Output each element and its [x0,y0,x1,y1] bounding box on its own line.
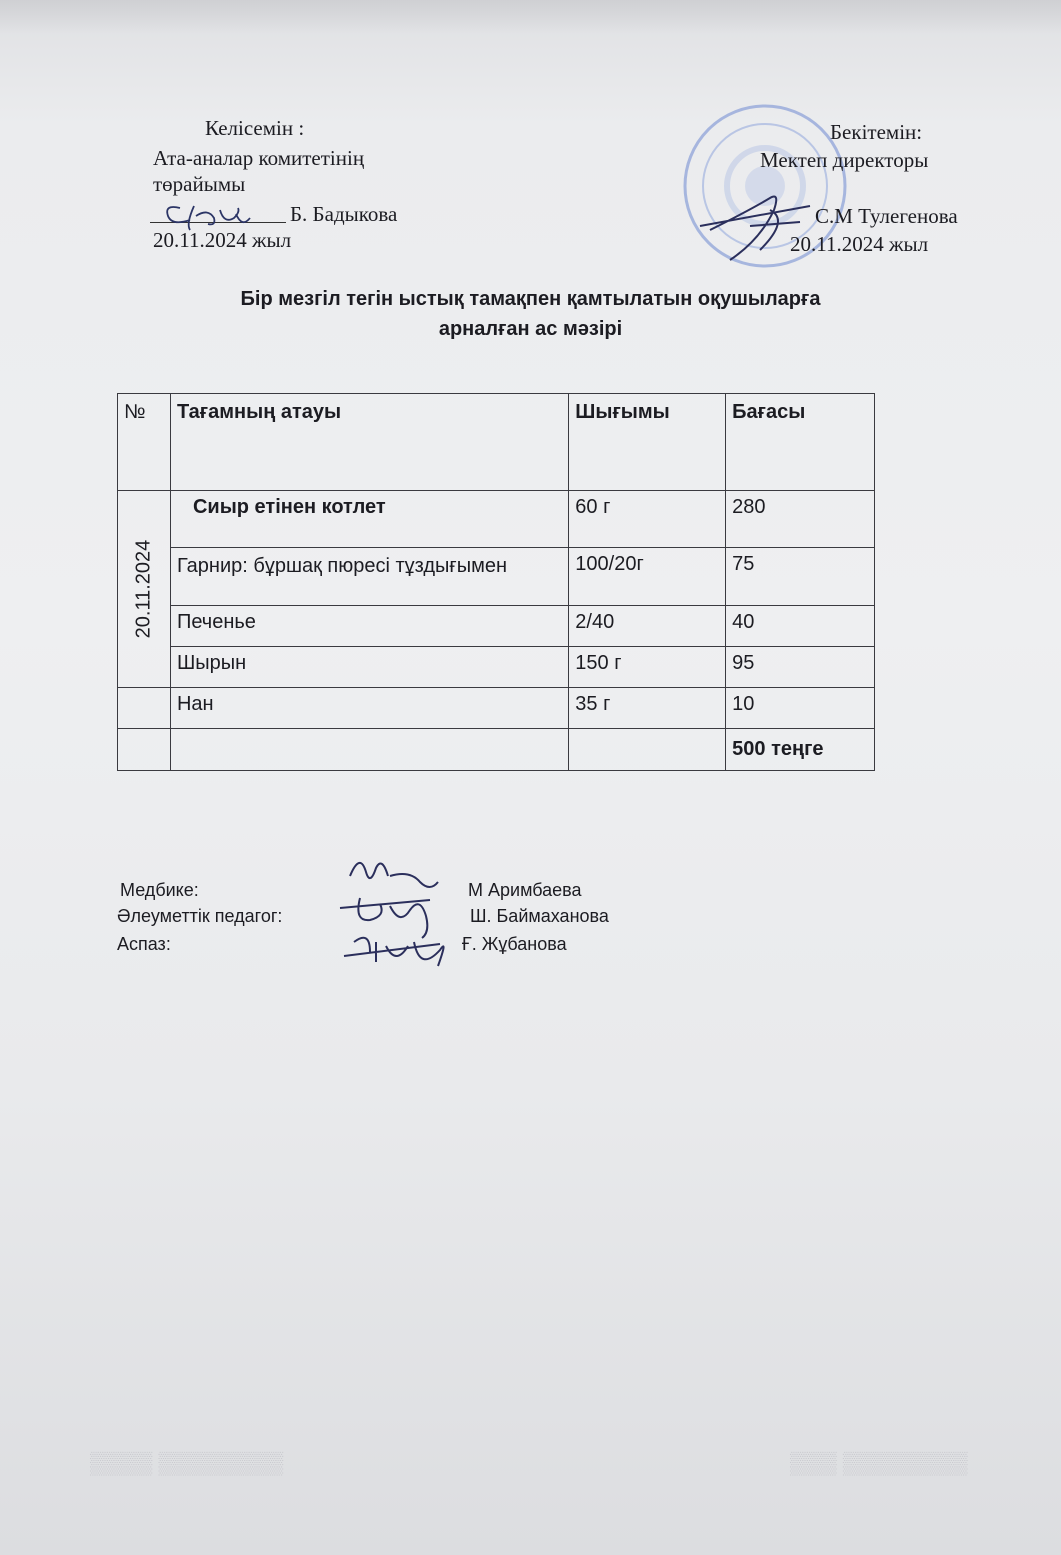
table-row [118,647,875,688]
table-row [118,688,875,729]
dish-price: 95 [726,647,875,688]
agree-date: 20.11.2024 жыл [153,228,292,252]
table-row [118,548,875,606]
dish-yield: 60 г [569,491,726,548]
empty-cell [118,688,171,729]
approve-date: 20.11.2024 жыл [790,232,929,256]
nurse-name: М Аримбаева [468,880,582,900]
menu-title-line1: Бір мезгіл тегін ыстық тамақпен қамтылатын оқушыларға [240,288,821,310]
dish-name: Шырын [170,647,568,688]
dish-name: Гарнир: бұршақ пюресі тұздығымен [170,548,568,606]
header-number: № [118,394,171,491]
dish-yield: 100/20г [569,548,726,606]
agree-label: Келісемін : [205,116,305,140]
dish-price: 75 [726,548,875,606]
dish-yield: 2/40 [569,606,726,647]
dish-price: 10 [726,688,875,729]
menu-table [117,393,875,771]
approve-label: Бекітемін: [830,120,923,144]
committee-role-line1: Ата-аналар комитетінің [153,146,365,170]
cook-role: Аспаз: [117,934,171,954]
empty-cell [170,729,568,771]
header-yield: Шығымы [569,394,726,491]
social-pedagogue-name: Ш. Баймаханова [470,906,609,926]
nurse-role: Медбике: [120,880,199,900]
page-top-shadow [0,0,1061,34]
date-cell [118,491,171,688]
dish-yield: 35 г [569,688,726,729]
committee-role-line2: төрайымы [153,172,246,196]
footer-signatures-icon [330,846,460,976]
empty-cell [118,729,171,771]
social-pedagogue-role: Әлеуметтік педагог: [117,906,283,926]
dish-yield: 150 г [569,647,726,688]
dish-price: 280 [726,491,875,548]
cook-name: Ғ. Жұбанова [462,934,567,954]
header-price: Бағасы [726,394,875,491]
dish-name: Нан [170,688,568,729]
dish-name: Печенье [170,606,568,647]
empty-cell [569,729,726,771]
dish-price: 40 [726,606,875,647]
header-dish-name: Тағамның атауы [170,394,568,491]
total-price: 500 теңге [726,729,875,771]
dish-name: Сиыр етінен котлет [170,491,568,548]
table-total-row [118,729,875,771]
table-header-row [118,394,875,491]
bleed-through-text: ▒▒▒▒ ▒▒▒▒▒▒▒▒ [90,1450,284,1475]
bleed-through-text: ▒▒▒ ▒▒▒▒▒▒▒▒ [790,1450,968,1475]
director-name: С.М Тулегенова [815,204,958,228]
table-row [118,491,875,548]
menu-date: 20.11.2024 [132,539,155,639]
menu-title-line2: арналған ас мәзірі [438,318,623,340]
director-role: Мектеп директоры [760,148,929,172]
table-row [118,606,875,647]
committee-head-name: Б. Бадыкова [290,202,398,226]
